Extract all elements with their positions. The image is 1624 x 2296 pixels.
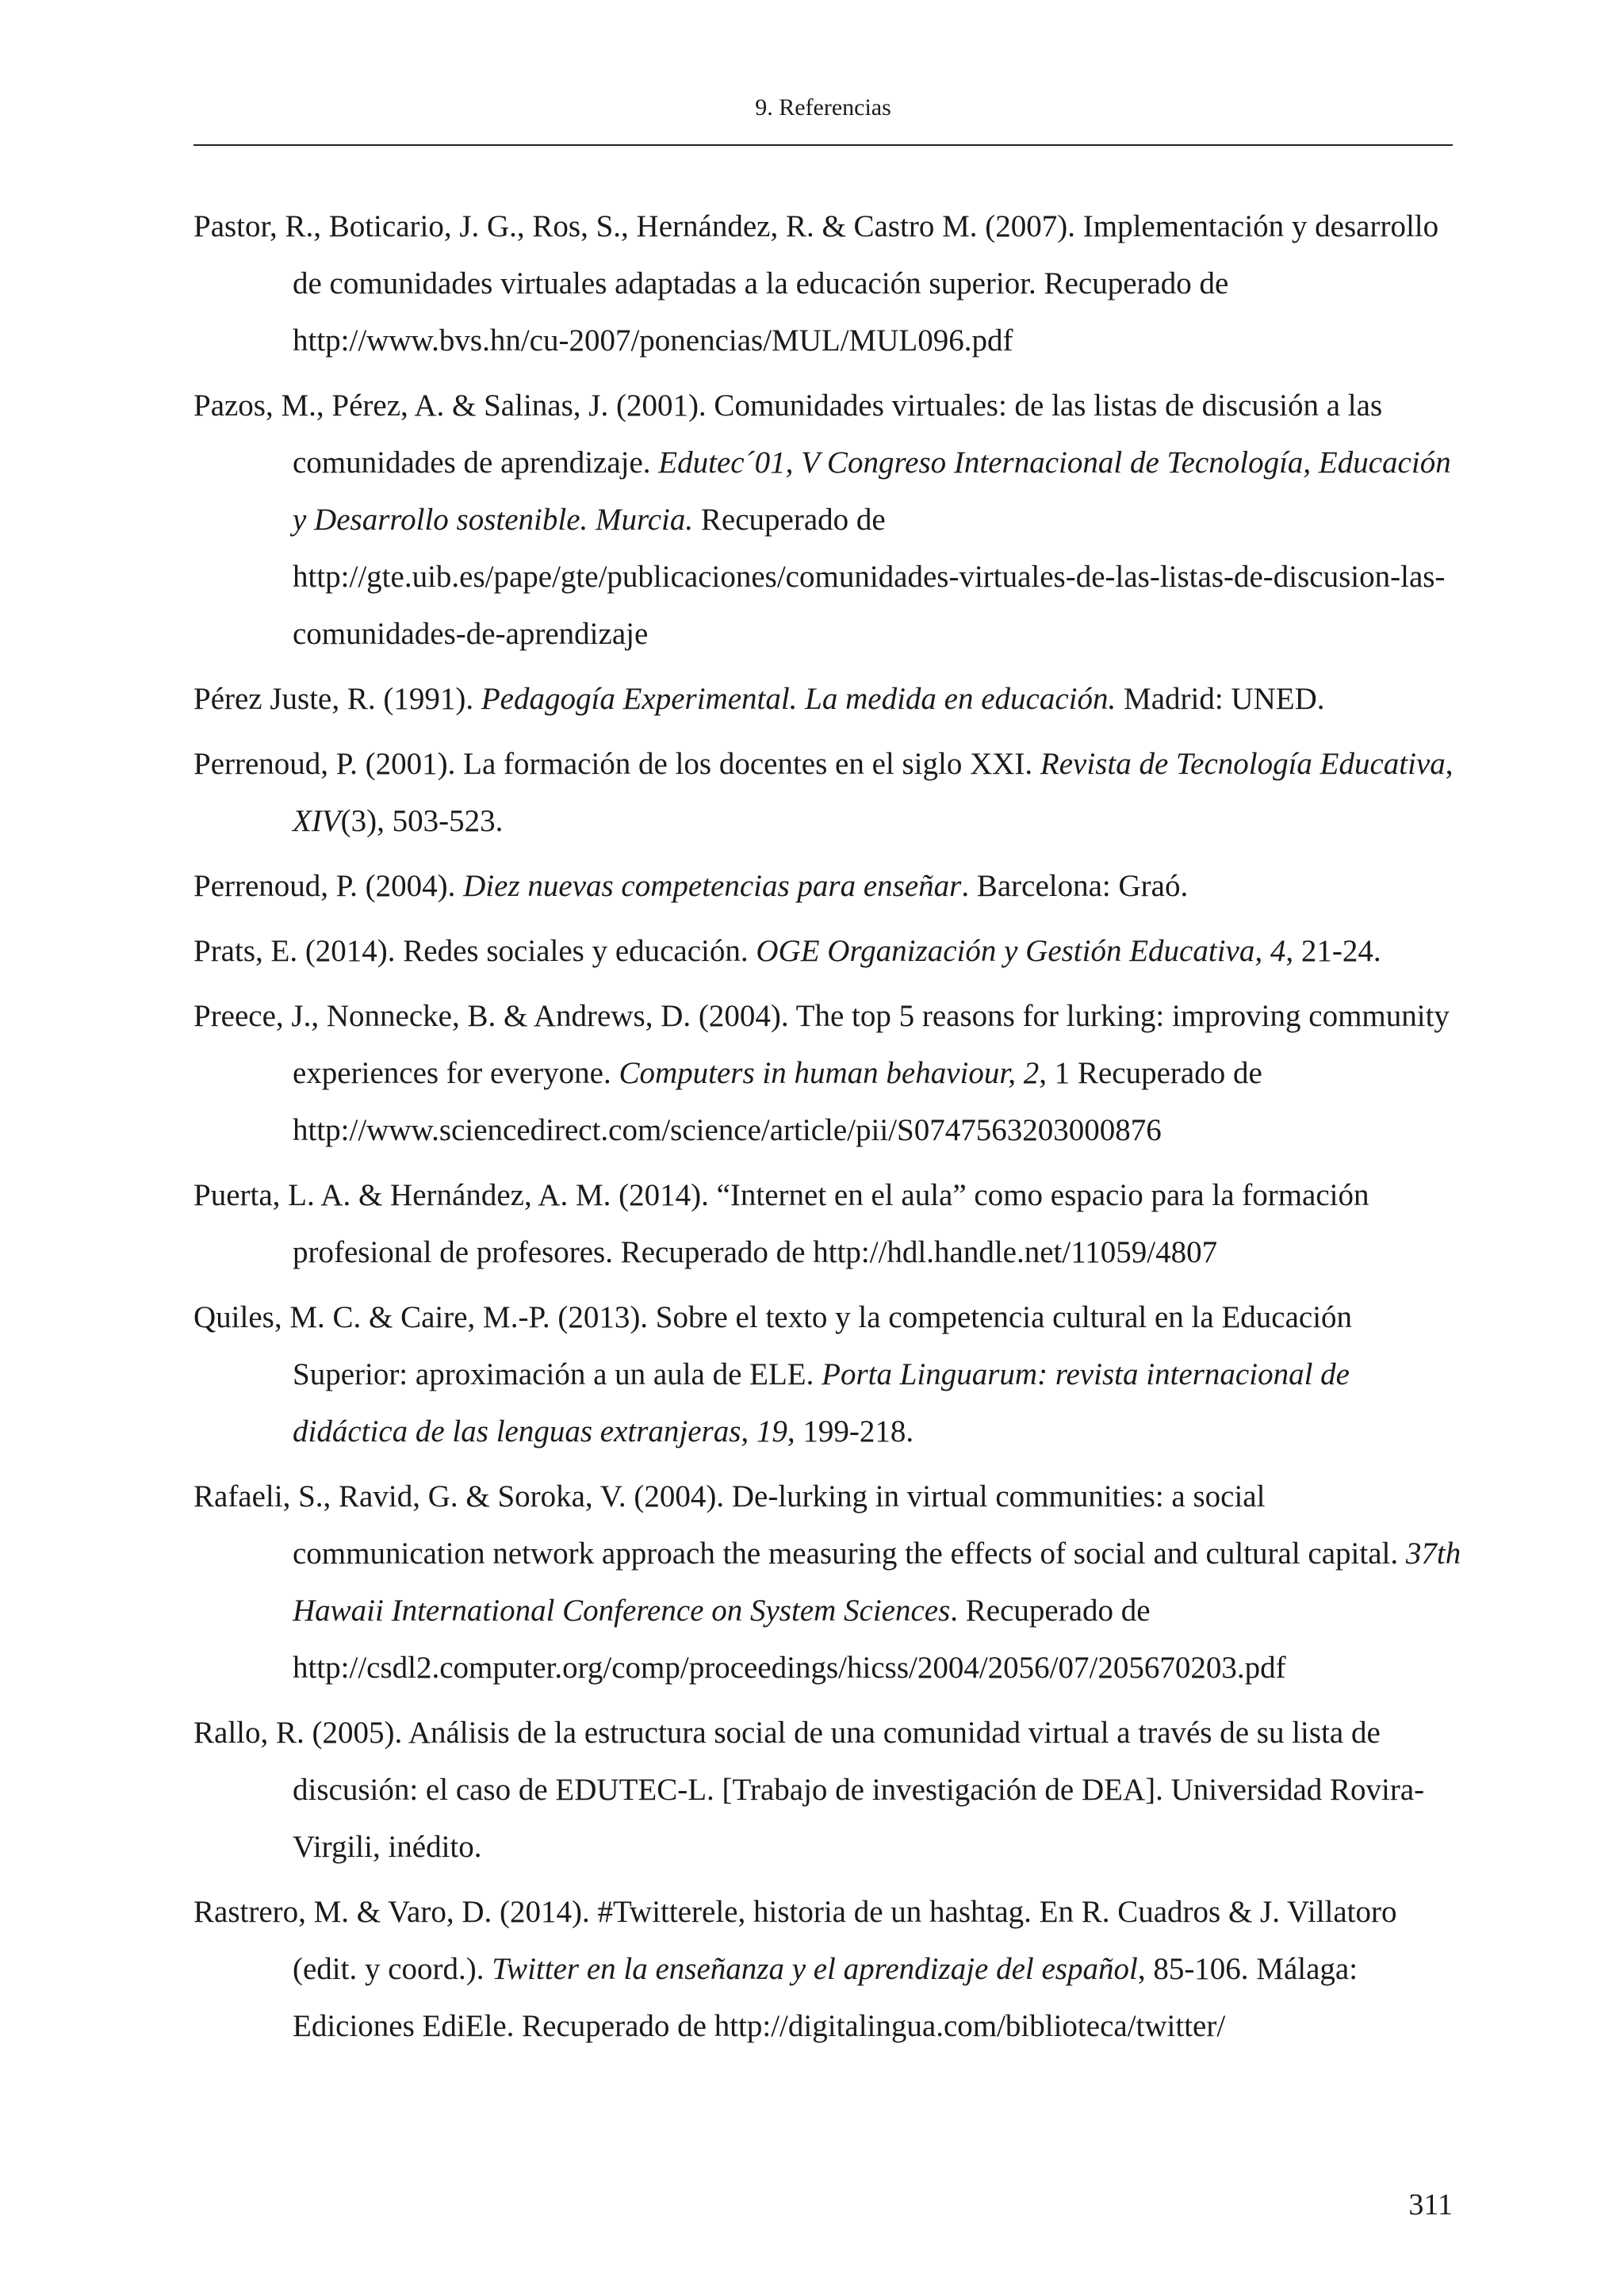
page-number: 311 <box>1408 2188 1453 2221</box>
reference-text: Madrid: UNED. <box>1116 682 1325 716</box>
reference-text: . Barcelona: Graó. <box>961 869 1189 903</box>
reference-entry <box>193 988 1462 1159</box>
reference-text: Rastrero, M. & Varo, D. (2014). #Twitterele, historia de un hashtag. En R. Cuadros & J. Villatoro (edit. y coord.). <box>193 1895 1405 1986</box>
reference-entry <box>193 1705 1462 1876</box>
reference-text: . Recuperado de http://csdl2.computer.org/comp/proceedings/hicss/2004/2056/07/205670203.pdf <box>293 1594 1286 1685</box>
reference-italic-text: XIV <box>293 804 341 838</box>
reference-italic-text: Porta Linguarum: revista internacional de didáctica de las lenguas extranjeras, 19, <box>293 1357 1350 1448</box>
reference-italic-text: Revista de Tecnología Educativa <box>1040 747 1446 781</box>
reference-text: , 21-24. <box>1285 934 1381 968</box>
reference-entry <box>193 1884 1462 2055</box>
reference-list <box>193 198 1462 2063</box>
running-header: 9. Referencias <box>755 94 891 121</box>
reference-entry <box>193 858 1462 915</box>
reference-text: , 1 Recuperado de http://www.sciencedirect.com/science/article/pii/S0747563203000876 <box>293 1056 1270 1147</box>
reference-entry <box>193 198 1462 369</box>
reference-text: Preece, J., Nonnecke, B. & Andrews, D. (2004). The top 5 reasons for lurking: improving community experiences for everyone. <box>193 999 1457 1090</box>
reference-entry <box>193 671 1462 728</box>
reference-text: (3), 503-523. <box>340 804 504 838</box>
reference-italic-text: Computers in human behaviour, 2 <box>619 1056 1040 1090</box>
reference-text: Pérez Juste, R. (1991). <box>193 682 481 716</box>
reference-italic-text: Edutec´01, V Congreso Internacional de Tecnología, Educación y Desarrollo sostenible. Murcia. <box>293 446 1451 537</box>
reference-text: Perrenoud, P. (2001). La formación de los docentes en el siglo XXI. <box>193 747 1040 781</box>
reference-entry <box>193 1167 1462 1281</box>
reference-italic-text: 37th Hawaii International Conference on System Sciences <box>293 1536 1461 1628</box>
reference-entry <box>193 923 1462 980</box>
reference-text: Puerta, L. A. & Hernández, A. M. (2014). “Internet en el aula” como espacio para la formación profesional de profesores. Recuperado de http://hdl.handle.net/11059/4807 <box>193 1178 1377 1269</box>
reference-text: Recuperado de http://gte.uib.es/pape/gte/publicaciones/comunidades-virtuales-de-las-listas-de-discusion-las-comunidades-de-aprendizaje <box>293 503 1446 651</box>
reference-text: , <box>1445 747 1461 781</box>
reference-entry <box>193 736 1462 850</box>
reference-italic-text: Pedagogía Experimental. La medida en educación. <box>481 682 1116 716</box>
reference-text: Prats, E. (2014). Redes sociales y educación. <box>193 934 756 968</box>
reference-text: Rafaeli, S., Ravid, G. & Soroka, V. (2004). De-lurking in virtual communities: a social communication network approach the measuring the effects of social and cultural capital. <box>193 1479 1406 1571</box>
reference-text: 199-218. <box>795 1414 914 1448</box>
reference-entry <box>193 1468 1462 1697</box>
reference-text: , 85-106. Málaga: Ediciones EdiEle. Recuperado de http://digitalingua.com/biblioteca/twitter/ <box>293 1952 1365 2043</box>
reference-italic-text: Diez nuevas competencias para enseñar <box>463 869 962 903</box>
reference-entry <box>193 377 1462 663</box>
header-rule <box>193 144 1453 146</box>
reference-italic-text: Twitter en la enseñanza y el aprendizaje del español <box>492 1952 1138 1986</box>
reference-text: Pazos, M., Pérez, A. & Salinas, J. (2001). Comunidades virtuales: de las listas de discusión a las comunidades de aprendizaje. <box>193 388 1390 480</box>
reference-text: Quiles, M. C. & Caire, M.-P. (2013). Sobre el texto y la competencia cultural en la Educación Superior: aproximación a un aula de ELE. <box>193 1300 1360 1391</box>
reference-italic-text: OGE Organización y Gestión Educativa, 4 <box>756 934 1286 968</box>
reference-text: Rallo, R. (2005). Análisis de la estructura social de una comunidad virtual a través de su lista de discusión: el caso de EDUTEC-L. [Trabajo de investigación de DEA]. Universidad Rovira-Virgili, inédito. <box>193 1716 1425 1864</box>
reference-entry <box>193 1289 1462 1460</box>
reference-text: Pastor, R., Boticario, J. G., Ros, S., Hernández, R. & Castro M. (2007). Implementación y desarrollo de comunidades virtuales adaptadas a la educación superior. Recuperado de http://www.bvs.hn/cu-2007/ponencias/MUL/MUL096.pdf <box>193 209 1446 358</box>
reference-text: Perrenoud, P. (2004). <box>193 869 464 903</box>
